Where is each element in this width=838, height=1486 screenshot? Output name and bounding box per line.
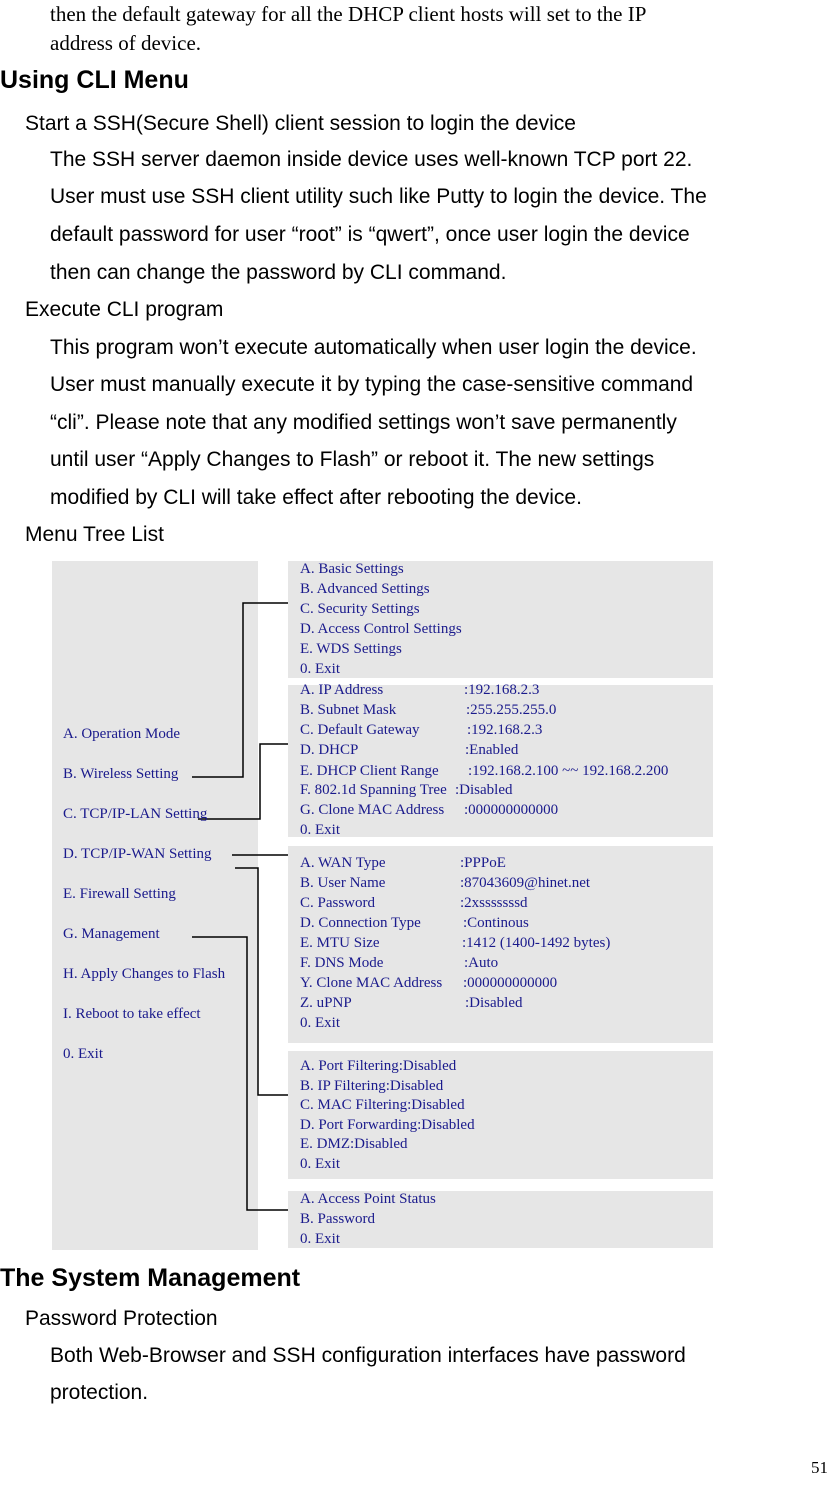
password-line: Both Web-Browser and SSH configuration interfaces have password xyxy=(50,1344,686,1367)
lan-menu-label: 0. Exit xyxy=(300,822,340,838)
wan-menu-label: F. DNS Mode xyxy=(300,955,384,971)
execute-line: until user “Apply Changes to Flash” or reboot it. The new settings xyxy=(50,448,655,471)
main-menu-item: C. TCP/IP-LAN Setting xyxy=(63,806,208,822)
firewall-menu-item: D. Port Forwarding:Disabled xyxy=(300,1117,475,1133)
lan-menu-label: D. DHCP xyxy=(300,742,359,758)
ssh-line: User must use SSH client utility such like Putty to login the device. The xyxy=(50,185,707,208)
execute-line: “cli”. Please note that any modified settings won’t save permanently xyxy=(50,411,677,434)
wan-menu-value: :Auto xyxy=(464,955,499,971)
intro-line-2: address of device. xyxy=(50,31,202,55)
ssh-line: The SSH server daemon inside device uses well-known TCP port 22. xyxy=(50,148,693,171)
firewall-menu-item: A. Port Filtering:Disabled xyxy=(300,1058,457,1074)
lan-menu-value: :255.255.255.0 xyxy=(466,702,557,718)
wan-menu-value: :Disabled xyxy=(465,995,523,1011)
main-menu-item: A. Operation Mode xyxy=(63,726,181,742)
wan-menu-label: Y. Clone MAC Address xyxy=(300,975,443,991)
main-menu-item: G. Management xyxy=(63,926,160,942)
wireless-menu-item: C. Security Settings xyxy=(300,601,420,617)
ssh-line: default password for user “root” is “qwert”, once user login the device xyxy=(50,223,690,246)
wan-menu-value: :87043609@hinet.net xyxy=(460,875,591,891)
lan-menu-value: :192.168.2.3 xyxy=(464,682,540,698)
password-heading: Password Protection xyxy=(25,1307,218,1330)
page-number: 51 xyxy=(811,1458,828,1477)
lan-menu-value: :192.168.2.100 ~~ 192.168.2.200 xyxy=(468,763,669,779)
intro-line-1: then the default gateway for all the DHCP client hosts will set to the IP xyxy=(50,2,647,26)
firewall-menu-item: 0. Exit xyxy=(300,1156,340,1172)
password-line: protection. xyxy=(50,1381,149,1404)
lan-menu-label: B. Subnet Mask xyxy=(300,702,397,718)
firewall-menu-item: E. DMZ:Disabled xyxy=(300,1136,408,1152)
menu-tree-heading: Menu Tree List xyxy=(25,523,164,546)
wan-menu-label: A. WAN Type xyxy=(300,855,386,871)
wireless-menu-item: 0. Exit xyxy=(300,661,340,677)
execute-line: This program won’t execute automatically when user login the device. xyxy=(50,336,697,359)
wireless-menu-item: D. Access Control Settings xyxy=(300,621,462,637)
main-menu-item: E. Firewall Setting xyxy=(63,886,176,902)
lan-menu-label: C. Default Gateway xyxy=(300,722,420,738)
wireless-menu-item: E. WDS Settings xyxy=(300,641,402,657)
main-menu-item: D. TCP/IP-WAN Setting xyxy=(63,846,212,862)
lan-menu-value: :Enabled xyxy=(465,742,519,758)
ssh-line: then can change the password by CLI command. xyxy=(50,261,507,284)
execute-heading: Execute CLI program xyxy=(25,298,224,321)
wan-menu-label: B. User Name xyxy=(300,875,386,891)
firewall-menu-item: B. IP Filtering:Disabled xyxy=(300,1078,444,1094)
management-menu-item: A. Access Point Status xyxy=(300,1191,436,1207)
execute-line: modified by CLI will take effect after rebooting the device. xyxy=(50,486,582,509)
lan-menu-label: A. IP Address xyxy=(300,682,384,698)
lan-menu-value: :Disabled xyxy=(455,782,513,798)
wan-menu-label: Z. uPNP xyxy=(300,995,352,1011)
main-menu-item: H. Apply Changes to Flash xyxy=(63,966,226,982)
wan-menu-label: D. Connection Type xyxy=(300,915,421,931)
wan-menu-value: :PPPoE xyxy=(460,855,506,871)
wan-menu-value: :2xsssssssd xyxy=(460,895,528,911)
wireless-menu-item: A. Basic Settings xyxy=(300,561,404,577)
main-menu-item: I. Reboot to take effect xyxy=(63,1006,201,1022)
firewall-menu-item: C. MAC Filtering:Disabled xyxy=(300,1097,465,1113)
wireless-menu-item: B. Advanced Settings xyxy=(300,581,430,597)
lan-menu-value: :192.168.2.3 xyxy=(467,722,543,738)
cli-section-heading: Using CLI Menu xyxy=(0,66,189,94)
system-section-heading: The System Management xyxy=(0,1264,301,1292)
lan-menu-label: F. 802.1d Spanning Tree xyxy=(300,782,447,798)
main-menu-item: B. Wireless Setting xyxy=(63,766,179,782)
lan-menu-value: :000000000000 xyxy=(464,802,559,818)
management-menu-item: B. Password xyxy=(300,1211,376,1227)
lan-menu-label: E. DHCP Client Range xyxy=(300,763,439,779)
wan-menu-label: E. MTU Size xyxy=(300,935,380,951)
management-menu-item: 0. Exit xyxy=(300,1231,340,1247)
wan-menu-value: :1412 (1400-1492 bytes) xyxy=(462,935,611,951)
wan-menu-value: :000000000000 xyxy=(463,975,558,991)
wan-menu-label: C. Password xyxy=(300,895,376,911)
main-menu-item: 0. Exit xyxy=(63,1046,103,1062)
wan-menu-label: 0. Exit xyxy=(300,1015,340,1031)
lan-menu-label: G. Clone MAC Address xyxy=(300,802,445,818)
wan-menu-value: :Continous xyxy=(463,915,529,931)
execute-line: User must manually execute it by typing the case-sensitive command xyxy=(50,373,694,396)
ssh-heading: Start a SSH(Secure Shell) client session to login the device xyxy=(25,112,576,135)
